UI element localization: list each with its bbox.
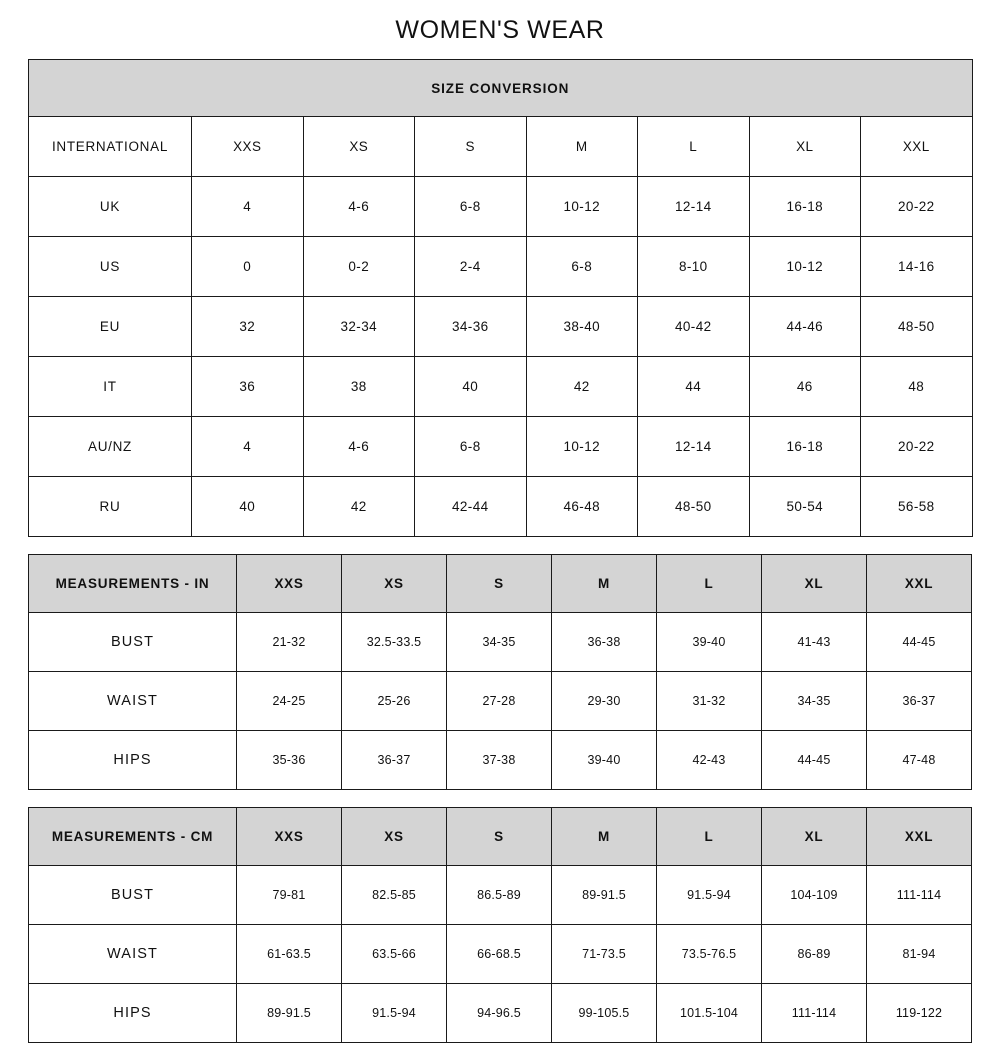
table-row [29,477,973,537]
cell: 29-30 [552,672,657,731]
cell: 10-12 [526,177,638,237]
cell: 16-18 [749,177,861,237]
cell: 37-38 [447,731,552,790]
cell: 4-6 [303,417,415,477]
cell: 91.5-94 [657,866,762,925]
cell: 31-32 [657,672,762,731]
measurements-inches-table [28,554,972,790]
cell: 36 [192,357,304,417]
cell: 10-12 [749,237,861,297]
cell: 44-45 [867,613,972,672]
cell: 40-42 [638,297,750,357]
cell: 34-35 [447,613,552,672]
cell: 6-8 [415,417,527,477]
cell: 34-35 [762,672,867,731]
cell: 20-22 [861,177,973,237]
row-label: BUST [29,866,237,925]
table-row [29,177,973,237]
cell: 6-8 [526,237,638,297]
row-label: US [29,237,192,297]
table-header-row [29,555,972,613]
cell: 50-54 [749,477,861,537]
cell: 63.5-66 [342,925,447,984]
cell: 48 [861,357,973,417]
cell: 111-114 [762,984,867,1043]
cell: 56-58 [861,477,973,537]
row-label: HIPS [29,984,237,1043]
row-label: UK [29,177,192,237]
cell: 89-91.5 [237,984,342,1043]
cell: 36-37 [342,731,447,790]
column-header-xxs: XXS [192,117,304,177]
cell: 34-36 [415,297,527,357]
cell: 104-109 [762,866,867,925]
cell: 101.5-104 [657,984,762,1043]
table-row [29,297,973,357]
cell: 42 [526,357,638,417]
cell: 86.5-89 [447,866,552,925]
column-header-xxs: XXS [237,808,342,866]
cell: 94-96.5 [447,984,552,1043]
row-label: RU [29,477,192,537]
cell: 89-91.5 [552,866,657,925]
size-conversion-table [28,59,973,537]
page-title: WOMEN'S WEAR [395,16,605,44]
cell: 41-43 [762,613,867,672]
cell: 46 [749,357,861,417]
cell: 32.5-33.5 [342,613,447,672]
cell: 81-94 [867,925,972,984]
cell: 44 [638,357,750,417]
cell: 66-68.5 [447,925,552,984]
cell: 32 [192,297,304,357]
measurements-cm-table [28,807,972,1043]
column-header-xl: XL [762,555,867,613]
row-label: IT [29,357,192,417]
cell: 2-4 [415,237,527,297]
cell: 38-40 [526,297,638,357]
cell: 0-2 [303,237,415,297]
cell: 25-26 [342,672,447,731]
cell: 36-38 [552,613,657,672]
column-header-s: S [447,808,552,866]
column-header-measurements-cm: MEASUREMENTS - CM [29,808,237,866]
column-header-l: L [657,808,762,866]
cell: 20-22 [861,417,973,477]
column-header-xs: XS [342,808,447,866]
table-banner-row [29,60,973,117]
column-header-xxl: XXL [867,808,972,866]
cell: 91.5-94 [342,984,447,1043]
size-conversion-banner: SIZE CONVERSION [29,60,973,117]
column-header-s: S [447,555,552,613]
cell: 39-40 [657,613,762,672]
table-row [29,731,972,790]
table-row [29,237,973,297]
cell: 44-45 [762,731,867,790]
table-header-row [29,808,972,866]
table-row [29,925,972,984]
cell: 61-63.5 [237,925,342,984]
cell: 32-34 [303,297,415,357]
cell: 82.5-85 [342,866,447,925]
column-header-m: M [526,117,638,177]
column-header-xxl: XXL [867,555,972,613]
cell: 16-18 [749,417,861,477]
cell: 38 [303,357,415,417]
row-label: EU [29,297,192,357]
cell: 42 [303,477,415,537]
table-row [29,984,972,1043]
column-header-s: S [415,117,527,177]
cell: 48-50 [861,297,973,357]
column-header-international: INTERNATIONAL [29,117,192,177]
column-header-m: M [552,808,657,866]
cell: 36-37 [867,672,972,731]
cell: 42-44 [415,477,527,537]
column-header-xl: XL [749,117,861,177]
row-label: WAIST [29,672,237,731]
cell: 4 [192,417,304,477]
cell: 12-14 [638,177,750,237]
table-row [29,672,972,731]
table-row [29,866,972,925]
cell: 14-16 [861,237,973,297]
cell: 39-40 [552,731,657,790]
cell: 73.5-76.5 [657,925,762,984]
cell: 40 [192,477,304,537]
table-row [29,357,973,417]
cell: 10-12 [526,417,638,477]
column-header-xs: XS [342,555,447,613]
column-header-m: M [552,555,657,613]
cell: 12-14 [638,417,750,477]
cell: 79-81 [237,866,342,925]
cell: 27-28 [447,672,552,731]
cell: 35-36 [237,731,342,790]
cell: 71-73.5 [552,925,657,984]
cell: 6-8 [415,177,527,237]
cell: 21-32 [237,613,342,672]
column-header-xl: XL [762,808,867,866]
row-label: HIPS [29,731,237,790]
column-header-measurements-in: MEASUREMENTS - IN [29,555,237,613]
cell: 86-89 [762,925,867,984]
column-header-xxs: XXS [237,555,342,613]
cell: 48-50 [638,477,750,537]
cell: 44-46 [749,297,861,357]
cell: 4 [192,177,304,237]
cell: 4-6 [303,177,415,237]
cell: 42-43 [657,731,762,790]
column-header-xs: XS [303,117,415,177]
cell: 40 [415,357,527,417]
cell: 46-48 [526,477,638,537]
table-row [29,417,973,477]
column-header-xxl: XXL [861,117,973,177]
row-label: BUST [29,613,237,672]
table-row [29,613,972,672]
column-header-l: L [638,117,750,177]
row-label: WAIST [29,925,237,984]
cell: 24-25 [237,672,342,731]
row-label: AU/NZ [29,417,192,477]
cell: 99-105.5 [552,984,657,1043]
cell: 8-10 [638,237,750,297]
table-header-row [29,117,973,177]
column-header-l: L [657,555,762,613]
cell: 119-122 [867,984,972,1043]
cell: 47-48 [867,731,972,790]
cell: 111-114 [867,866,972,925]
cell: 0 [192,237,304,297]
